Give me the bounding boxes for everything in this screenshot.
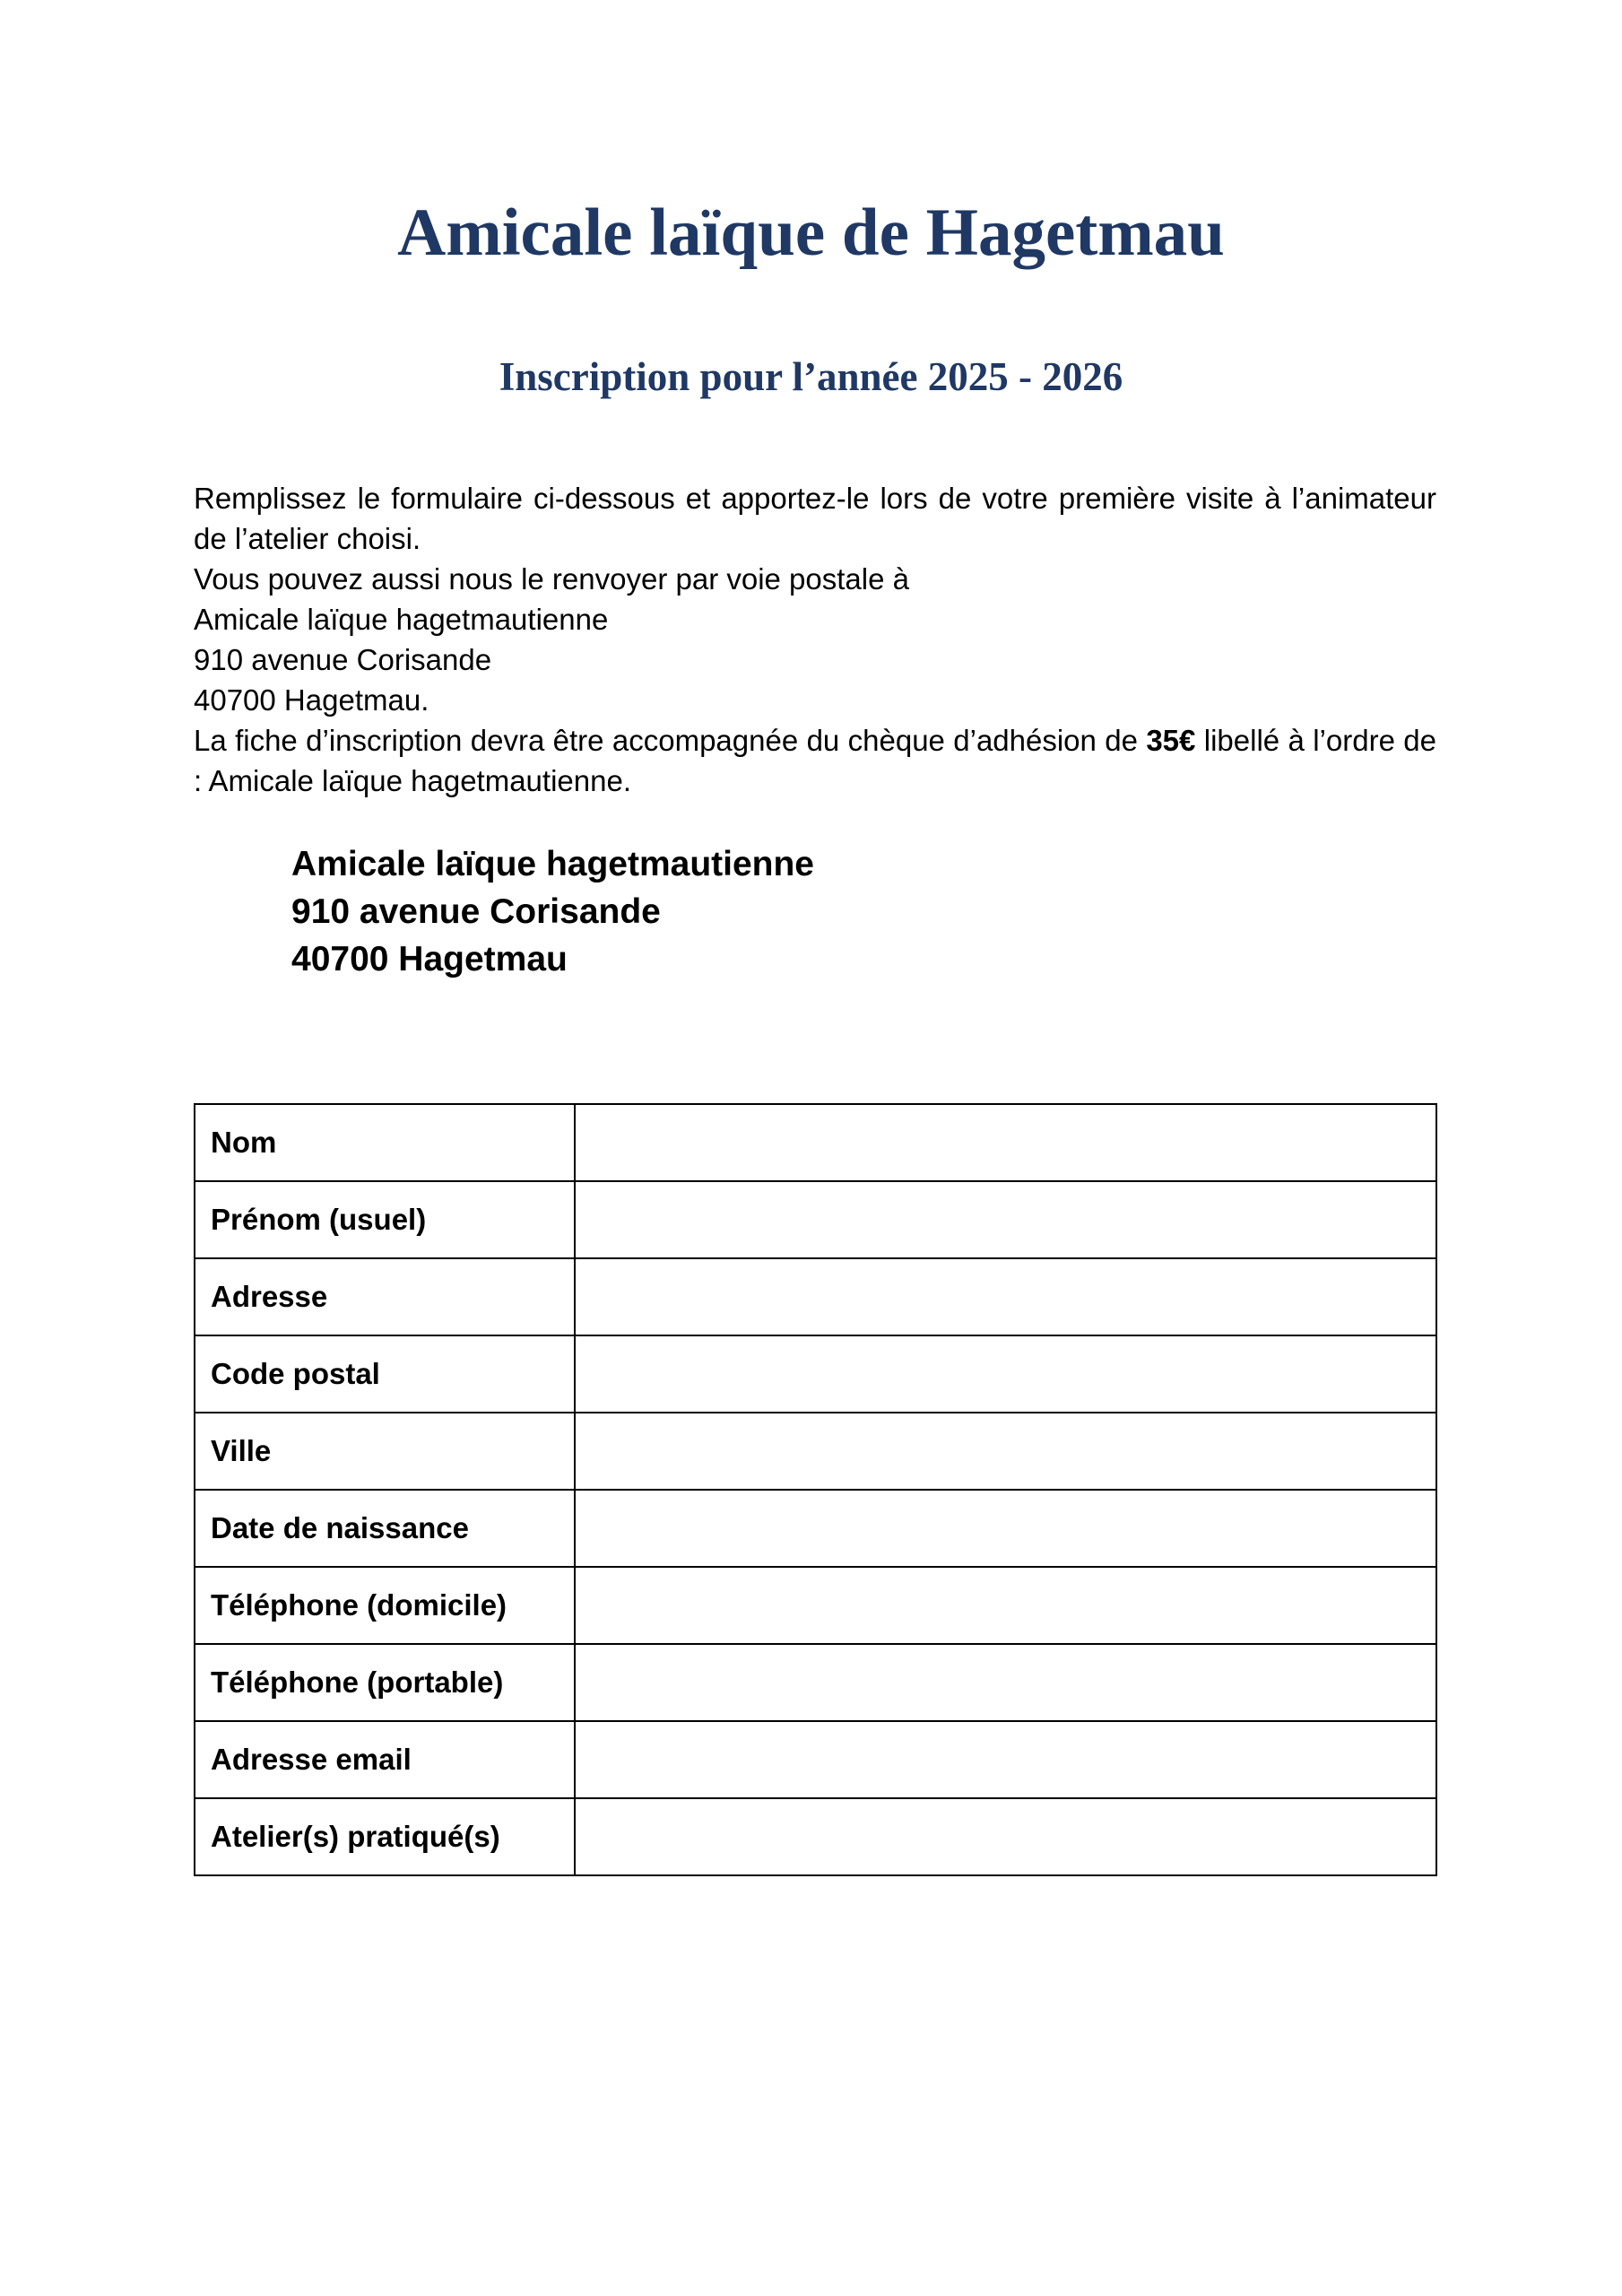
form-field-adresse[interactable] xyxy=(575,1258,1436,1335)
form-label-email: Adresse email xyxy=(195,1721,575,1798)
form-row-code-postal xyxy=(195,1335,1436,1413)
address-line-3: 40700 Hagetmau xyxy=(291,940,568,978)
form-label-ateliers: Atelier(s) pratiqué(s) xyxy=(195,1798,575,1875)
address-line-1: Amicale laïque hagetmautienne xyxy=(291,845,815,883)
form-label-date-naissance: Date de naissance xyxy=(195,1490,575,1567)
form-field-telephone-domicile[interactable] xyxy=(575,1567,1436,1644)
intro-paragraph: Remplissez le formulaire ci-dessous et apportez-le lors de votre première visite à l’animateur de l’atelier choisi. xyxy=(194,482,1436,555)
intro-address-line-2: 910 avenue Corisande xyxy=(194,643,492,676)
form-label-telephone-domicile: Téléphone (domicile) xyxy=(195,1567,575,1644)
form-row-ville xyxy=(195,1413,1436,1490)
form-row-date-naissance xyxy=(195,1490,1436,1567)
address-line-2: 910 avenue Corisande xyxy=(291,892,661,931)
registration-form-table xyxy=(194,1103,1437,1876)
form-row-adresse xyxy=(195,1258,1436,1335)
form-field-email[interactable] xyxy=(575,1721,1436,1798)
mailing-address xyxy=(291,840,814,983)
form-row-prenom xyxy=(195,1181,1436,1258)
form-field-ateliers[interactable] xyxy=(575,1798,1436,1875)
form-label-ville: Ville xyxy=(195,1413,575,1490)
fee-text-before: La fiche d’inscription devra être accompagnée du chèque d’adhésion de xyxy=(194,724,1147,757)
intro-postal-line: Vous pouvez aussi nous le renvoyer par voie postale à xyxy=(194,562,909,596)
form-field-prenom[interactable] xyxy=(575,1181,1436,1258)
page-subtitle: Inscription pour l’année 2025 - 2026 xyxy=(499,354,1123,399)
form-field-telephone-portable[interactable] xyxy=(575,1644,1436,1721)
form-row-nom xyxy=(195,1104,1436,1181)
fee-amount: 35€ xyxy=(1146,724,1196,757)
form-field-nom[interactable] xyxy=(575,1104,1436,1181)
intro-address-line-3: 40700 Hagetmau. xyxy=(194,683,429,717)
form-field-date-naissance[interactable] xyxy=(575,1490,1436,1567)
intro-address-line-1: Amicale laïque hagetmautienne xyxy=(194,603,609,636)
intro-text xyxy=(194,478,1436,801)
form-field-code-postal[interactable] xyxy=(575,1335,1436,1413)
form-label-telephone-portable: Téléphone (portable) xyxy=(195,1644,575,1721)
intro-fee-paragraph xyxy=(194,720,1436,801)
form-label-adresse: Adresse xyxy=(195,1258,575,1335)
fee-text-after: libellé à l’ordre de : Amicale laïque hagetmautienne. xyxy=(194,724,1436,797)
form-label-prenom: Prénom (usuel) xyxy=(195,1181,575,1258)
form-row-telephone-domicile xyxy=(195,1567,1436,1644)
form-field-ville[interactable] xyxy=(575,1413,1436,1490)
form-label-nom: Nom xyxy=(195,1104,575,1181)
page-title: Amicale laïque de Hagetmau xyxy=(397,196,1225,270)
form-label-code-postal: Code postal xyxy=(195,1335,575,1413)
form-row-email xyxy=(195,1721,1436,1798)
form-row-telephone-portable xyxy=(195,1644,1436,1721)
form-row-ateliers xyxy=(195,1798,1436,1875)
